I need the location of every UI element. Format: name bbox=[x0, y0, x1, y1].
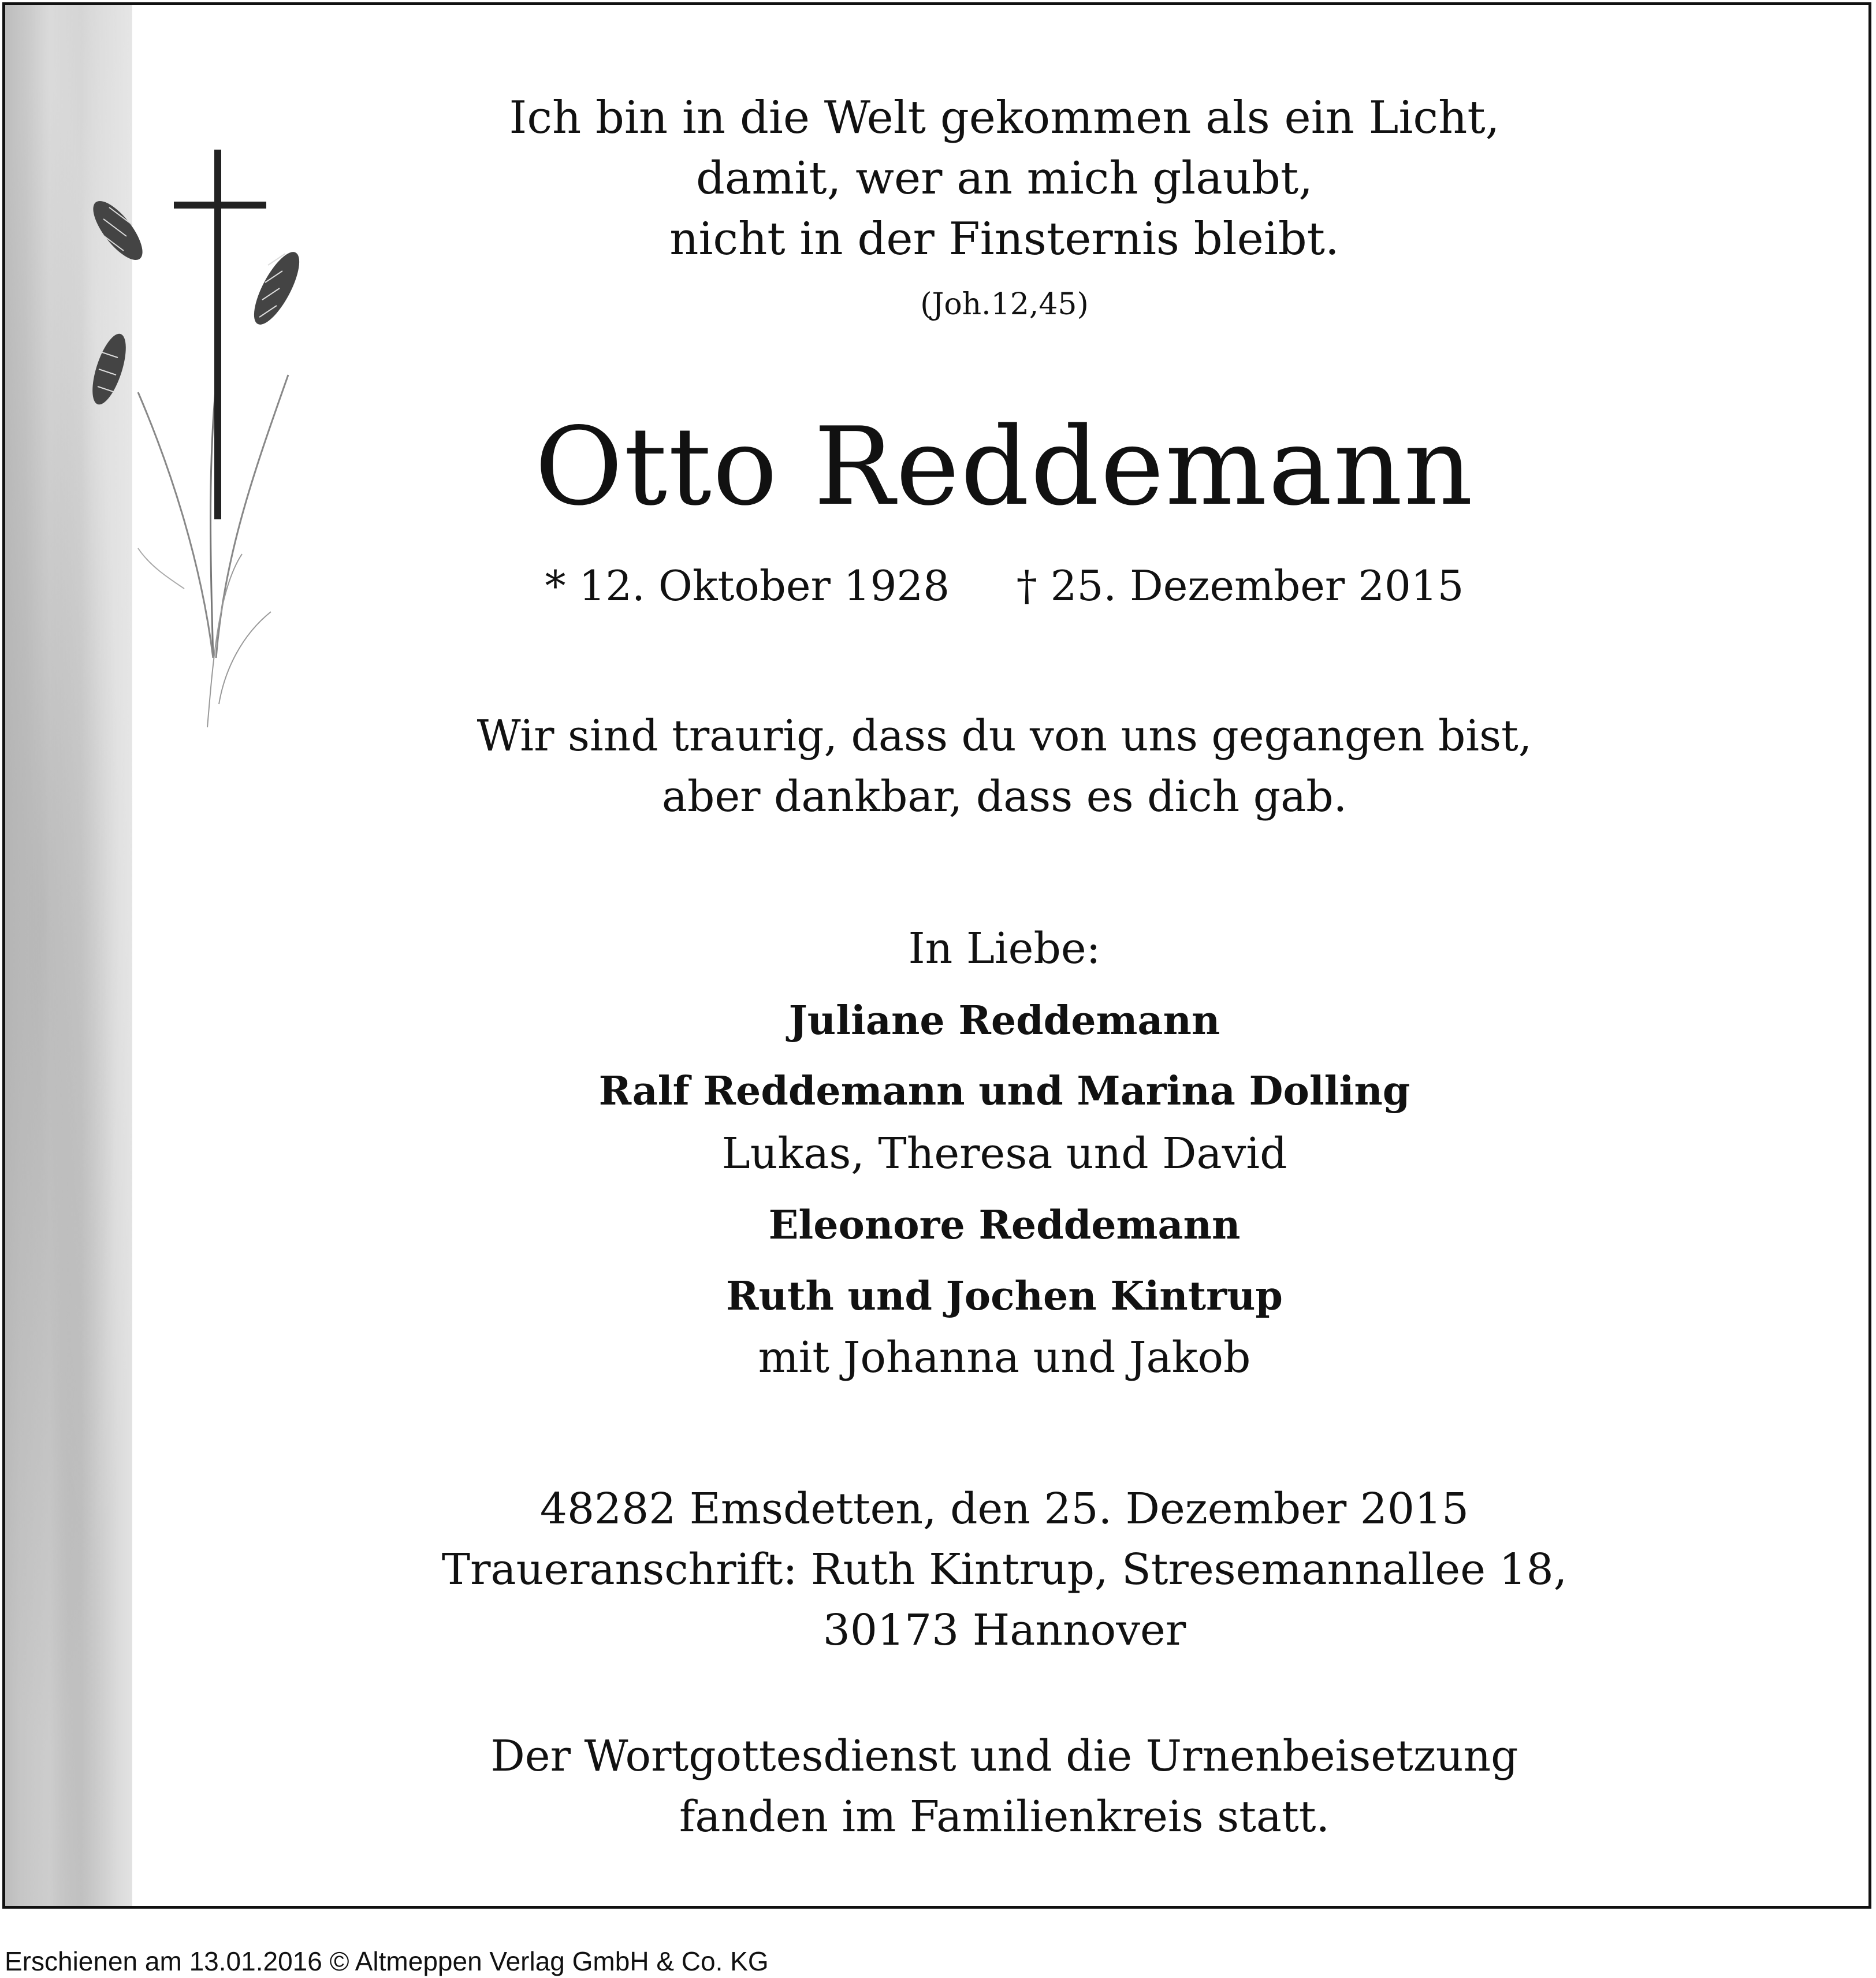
life-dates bbox=[329, 562, 1680, 610]
obituary-notice bbox=[2, 2, 1871, 1909]
verse-line: damit, wer an mich glaubt, bbox=[695, 153, 1313, 205]
message-line: aber dankbar, dass es dich gab. bbox=[661, 772, 1348, 821]
verse-reference: (Joh.12,45) bbox=[920, 287, 1089, 322]
mourner-name: Ralf Reddemann und Marina Dolling bbox=[598, 1068, 1410, 1114]
cross-with-wheat-icon bbox=[69, 150, 323, 756]
verse-line: nicht in der Finsternis bleibt. bbox=[669, 213, 1339, 265]
mourner-children: Lukas, Theresa und David bbox=[721, 1129, 1287, 1178]
mourners-intro: In Liebe: bbox=[908, 924, 1101, 973]
mourner-name: Ruth und Jochen Kintrup bbox=[726, 1273, 1283, 1319]
address-line: 48282 Emsdetten, den 25. Dezember 2015 bbox=[539, 1484, 1469, 1534]
service-line: fanden im Familienkreis statt. bbox=[679, 1792, 1330, 1842]
mourner-name: Juliane Reddemann bbox=[788, 998, 1220, 1044]
deceased-name: Otto Reddemann bbox=[534, 404, 1475, 529]
address-line: 30173 Hannover bbox=[822, 1605, 1186, 1655]
publication-footer: Erschienen am 13.01.2016 © Altmeppen Verlag GmbH & Co. KG bbox=[5, 1946, 769, 1976]
birth-date: * 12. Oktober 1928 bbox=[545, 562, 950, 610]
service-line: Der Wortgottesdienst und die Urnenbeisetzung bbox=[490, 1731, 1518, 1781]
verse-line: Ich bin in die Welt gekommen als ein Licht, bbox=[509, 92, 1500, 144]
death-date: † 25. Dezember 2015 bbox=[1016, 562, 1464, 610]
message-line: Wir sind traurig, dass du von uns gegangen bist, bbox=[477, 711, 1532, 761]
mourner-name: Eleonore Reddemann bbox=[768, 1202, 1241, 1248]
mourner-children: mit Johanna und Jakob bbox=[758, 1333, 1251, 1382]
address-line: Traueranschrift: Ruth Kintrup, Stresemannallee 18, bbox=[441, 1545, 1568, 1594]
